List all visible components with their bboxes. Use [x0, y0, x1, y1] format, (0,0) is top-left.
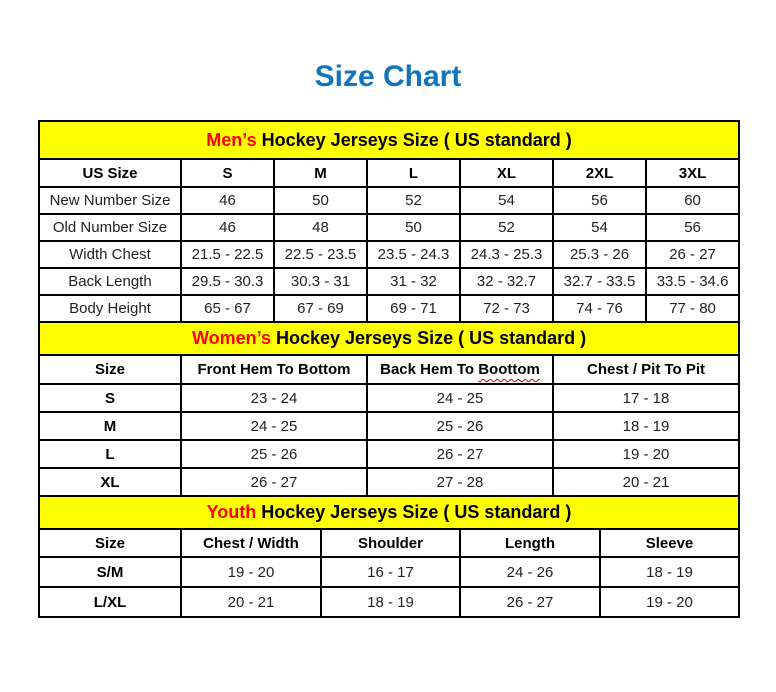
size-value: 69 - 71	[367, 295, 460, 322]
row-label: S/M	[39, 557, 181, 587]
womens-table-caption	[39, 322, 739, 355]
size-value: 30.3 - 31	[274, 268, 367, 295]
mens-header-row	[39, 159, 739, 187]
size-value: 54	[553, 214, 646, 241]
column-header: XL	[460, 159, 553, 187]
row-label: Width Chest	[39, 241, 181, 268]
table-row	[39, 241, 739, 268]
mens-band-row	[39, 121, 739, 159]
column-header: M	[274, 159, 367, 187]
size-value: 25.3 - 26	[553, 241, 646, 268]
row-label: New Number Size	[39, 187, 181, 214]
page-title: Size Chart	[314, 60, 462, 93]
youth-band-row	[39, 496, 739, 529]
size-value: 24.3 - 25.3	[460, 241, 553, 268]
mens-caption-text: Hockey Jerseys Size ( US standard )	[256, 129, 572, 150]
size-value: 52	[460, 214, 553, 241]
table-row	[39, 557, 739, 587]
size-value: 46	[181, 187, 274, 214]
column-header: Chest / Pit To Pit	[553, 355, 739, 384]
table-row	[39, 214, 739, 241]
column-header: Length	[460, 529, 600, 557]
size-value: 32.7 - 33.5	[553, 268, 646, 295]
table-row	[39, 440, 739, 468]
size-value: 17 - 18	[553, 384, 739, 412]
size-value: 74 - 76	[553, 295, 646, 322]
size-value: 26 - 27	[367, 440, 553, 468]
size-value: 56	[646, 214, 739, 241]
size-value: 24 - 25	[181, 412, 367, 440]
womens-caption-text: Hockey Jerseys Size ( US standard )	[270, 328, 587, 348]
column-header: Shoulder	[321, 529, 460, 557]
size-value: 19 - 20	[553, 440, 739, 468]
mens-caption-highlight: Men’s	[206, 129, 257, 150]
table-row	[39, 384, 739, 412]
misspelled-word: Boottom	[478, 361, 540, 378]
size-value: 52	[367, 187, 460, 214]
table-row	[39, 268, 739, 295]
size-value: 31 - 32	[367, 268, 460, 295]
youth-size-table	[38, 495, 740, 618]
table-row	[39, 295, 739, 322]
column-header: 2XL	[553, 159, 646, 187]
size-value: 19 - 20	[600, 587, 739, 617]
size-value: 25 - 26	[367, 412, 553, 440]
column-header: S	[181, 159, 274, 187]
size-value: 29.5 - 30.3	[181, 268, 274, 295]
row-label: Old Number Size	[39, 214, 181, 241]
youth-caption-text: Hockey Jerseys Size ( US standard )	[256, 502, 572, 522]
size-value: 50	[274, 187, 367, 214]
size-value: 65 - 67	[181, 295, 274, 322]
size-value: 60	[646, 187, 739, 214]
womens-size-table	[38, 321, 740, 497]
mens-size-table	[38, 120, 740, 323]
row-label: Body Height	[39, 295, 181, 322]
row-label: L/XL	[39, 587, 181, 617]
size-value: 23.5 - 24.3	[367, 241, 460, 268]
size-value: 72 - 73	[460, 295, 553, 322]
youth-table-caption	[39, 496, 739, 529]
column-header: Front Hem To Bottom	[181, 355, 367, 384]
size-value: 48	[274, 214, 367, 241]
column-header: 3XL	[646, 159, 739, 187]
size-value: 33.5 - 34.6	[646, 268, 739, 295]
youth-header-row	[39, 529, 739, 557]
size-value: 18 - 19	[321, 587, 460, 617]
size-value: 26 - 27	[646, 241, 739, 268]
table-row	[39, 412, 739, 440]
size-value: 50	[367, 214, 460, 241]
table-row	[39, 587, 739, 617]
row-label: Back Length	[39, 268, 181, 295]
column-header: Size	[39, 355, 181, 384]
table-row	[39, 187, 739, 214]
size-value: 22.5 - 23.5	[274, 241, 367, 268]
womens-band-row	[39, 322, 739, 355]
size-value: 23 - 24	[181, 384, 367, 412]
mens-table-caption	[39, 121, 739, 159]
size-value: 24 - 25	[367, 384, 553, 412]
size-value: 77 - 80	[646, 295, 739, 322]
size-value: 20 - 21	[553, 468, 739, 496]
size-value: 32 - 32.7	[460, 268, 553, 295]
row-label: XL	[39, 468, 181, 496]
column-header: US Size	[39, 159, 181, 187]
size-value: 26 - 27	[460, 587, 600, 617]
size-value: 27 - 28	[367, 468, 553, 496]
column-header: Size	[39, 529, 181, 557]
row-label: S	[39, 384, 181, 412]
row-label: L	[39, 440, 181, 468]
size-value: 46	[181, 214, 274, 241]
column-header: Sleeve	[600, 529, 739, 557]
size-value: 21.5 - 22.5	[181, 241, 274, 268]
size-value: 19 - 20	[181, 557, 321, 587]
youth-caption-highlight: Youth	[206, 502, 257, 522]
size-value: 56	[553, 187, 646, 214]
womens-caption-highlight: Women’s	[191, 328, 271, 348]
size-value: 18 - 19	[553, 412, 739, 440]
size-value: 16 - 17	[321, 557, 460, 587]
column-header: Chest / Width	[181, 529, 321, 557]
size-value: 20 - 21	[181, 587, 321, 617]
size-value: 54	[460, 187, 553, 214]
tables-container	[38, 120, 738, 618]
table-row	[39, 468, 739, 496]
column-header-text: Back Hem To	[380, 361, 479, 378]
size-value: 25 - 26	[181, 440, 367, 468]
size-value: 67 - 69	[274, 295, 367, 322]
size-value: 24 - 26	[460, 557, 600, 587]
womens-header-row	[39, 355, 739, 384]
column-header: L	[367, 159, 460, 187]
row-label: M	[39, 412, 181, 440]
size-value: 26 - 27	[181, 468, 367, 496]
column-header	[367, 355, 553, 384]
size-value: 18 - 19	[600, 557, 739, 587]
